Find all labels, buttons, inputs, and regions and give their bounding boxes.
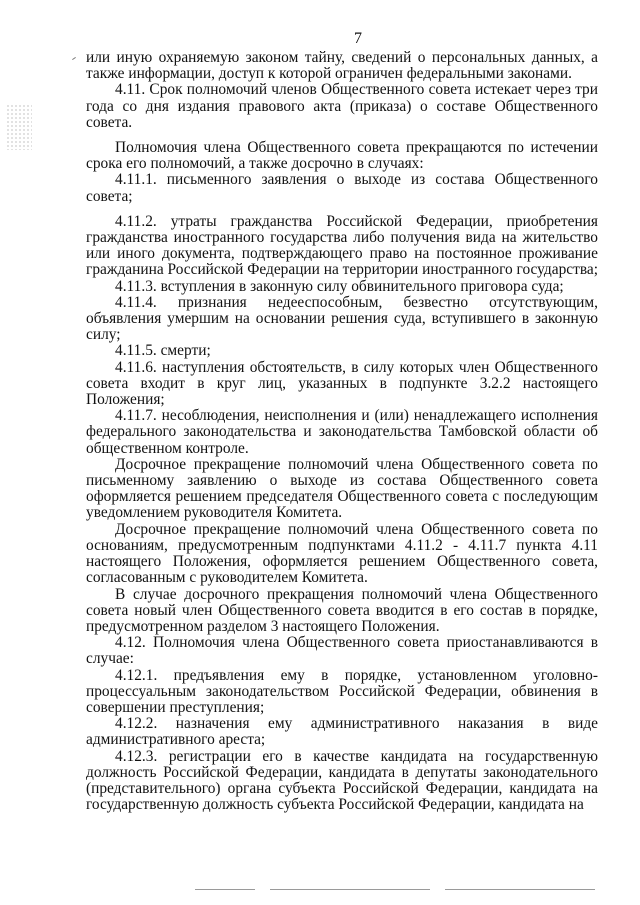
scan-edge-line	[270, 889, 430, 890]
paragraph: 4.11.4. признания недееспособным, безвестно отсутствующим, объявления умершим на основании решения суда, вступившего в законную силу;	[86, 293, 598, 344]
scan-edge-line	[445, 889, 595, 890]
paragraph: 4.12.1. предъявления ему в порядке, установленном уголовно-процессуальным законодательством Российской Федерации, обвинения в совершении преступления;	[86, 666, 598, 716]
paragraph: или иную охраняемую законом тайну, сведений о персональных данных, а также информации, доступ к которой ограничен федеральными законами.	[86, 49, 598, 83]
paragraph: 4.12.3. регистрации его в качестве кандидата на государственную должность Российской Федерации, кандидата в депутаты законодательного (представительного) органа субъекта Российской Федерации, кандидата на государственную должность субъекта Российской Федерации, кандидата на	[86, 747, 598, 814]
page-number: 7	[354, 30, 362, 47]
paragraph: Полномочия члена Общественного совета прекращаются по истечении срока его полномочий, а также досрочно в случаях:	[86, 139, 598, 173]
paragraph: 4.12. Полномочия члена Общественного совета приостанавливаются в случае:	[86, 634, 598, 668]
paragraph: В случае досрочного прекращения полномочий члена Общественного совета новый член Общественного совета вводится в его состав в порядке, предусмотренном разделом 3 настоящего Положения.	[86, 585, 598, 635]
paragraph: 4.11.7. несоблюдения, неисполнения и (или) ненадлежащего исполнения федерального законодательства и законодательства Тамбовской области об общественном контроле.	[86, 407, 598, 457]
paragraph: 4.11.6. наступления обстоятельств, в силу которых член Общественного совета входит в круг лиц, указанных в подпункте 3.2.2 настоящего Положения;	[86, 358, 598, 409]
paragraph: 4.11. Срок полномочий членов Общественного совета истекает через три года со дня издания правового акта (приказа) о составе Общественного совета.	[86, 81, 598, 131]
paragraph: 4.11.1. письменного заявления о выходе из состава Общественного совета;	[86, 171, 598, 205]
scan-artifact-tick	[72, 57, 76, 60]
paragraph: Досрочное прекращение полномочий члена Общественного совета по письменному заявлению о выходе из состава Общественного совета оформляется решением председателя Общественного совета с последующим уведомлением руководителя Комитета.	[86, 455, 598, 522]
paragraph: 4.12.2. назначения ему административного наказания в виде административного ареста;	[86, 715, 598, 749]
paragraph: 4.11.3. вступления в законную силу обвинительного приговора суда;	[115, 277, 564, 295]
paragraph: Досрочное прекращение полномочий члена Общественного совета по основаниям, предусмотренным подпунктами 4.11.2 - 4.11.7 пункта 4.11 настоящего Положения, оформляется решением Общественного совета, согласованным с руководителем Комитета.	[86, 520, 598, 587]
document-body	[86, 50, 598, 813]
scan-artifact	[6, 104, 32, 150]
paragraph: 4.11.5. смерти;	[115, 342, 211, 360]
paragraph: 4.11.2. утраты гражданства Российской Федерации, приобретения гражданства иностранного государства либо получения вида на жительство или иного документа, подтверждающего право на постоянное проживание гражданина Российской Федерации на территории иностранного государства;	[86, 212, 598, 279]
scan-edge-line	[195, 889, 255, 890]
